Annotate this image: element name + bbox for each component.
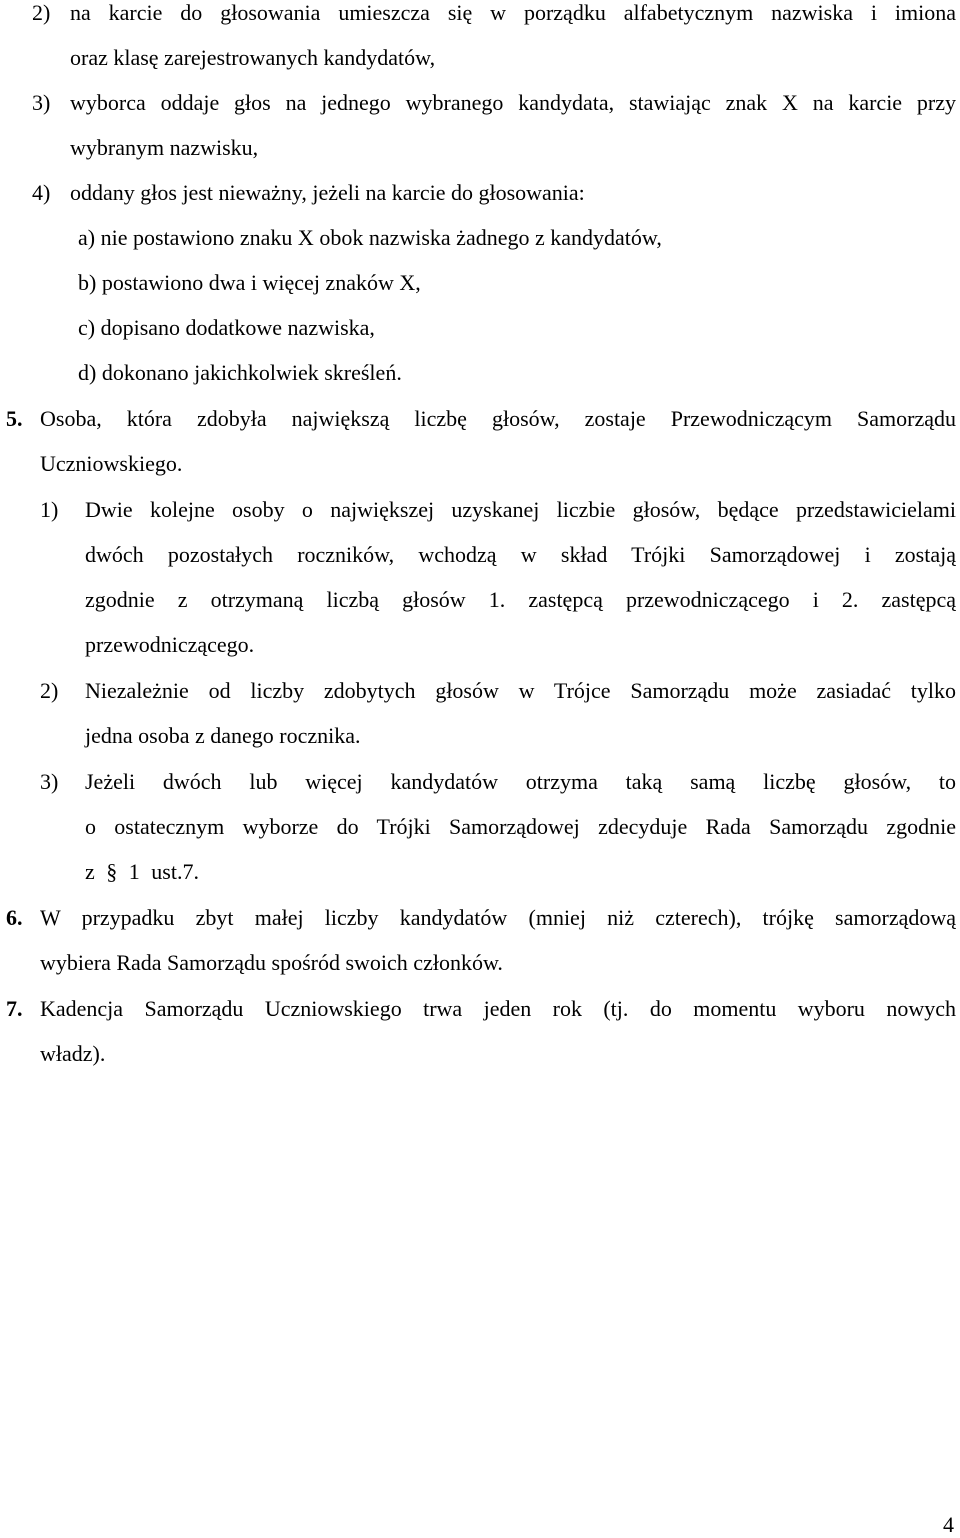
paragraph-line: przewodniczącego.	[85, 632, 255, 657]
list-number: 3)	[32, 90, 51, 115]
paragraph-line: władz).	[40, 1041, 106, 1066]
paragraph-line: oddany głos jest nieważny, jeżeli na karcie do głosowania:	[70, 180, 585, 205]
paragraph-line: Uczniowskiego.	[40, 451, 183, 476]
paragraph-line: dwóch pozostałych roczników, wchodzą w skład Trójki Samorządowej i zostają	[85, 542, 956, 567]
paragraph-line: wybiera Rada Samorządu spośród swoich członków.	[40, 950, 503, 975]
paragraph-line: oraz klasę zarejestrowanych kandydatów,	[70, 45, 436, 70]
paragraph-line: wyborca oddaje głos na jednego wybranego kandydata, stawiając znak X na karcie przy	[70, 90, 956, 115]
section-number: 5.	[6, 406, 23, 431]
list-number: 1)	[40, 497, 59, 522]
list-number: 3)	[40, 769, 59, 794]
page-number: 4	[943, 1512, 954, 1537]
sub-list-item: d) dokonano jakichkolwiek skreśleń.	[78, 360, 402, 385]
paragraph-line: na karcie do głosowania umieszcza się w porządku alfabetycznym nazwiska i imiona	[70, 0, 956, 25]
section-number: 7.	[6, 996, 23, 1021]
paragraph-line: jedna osoba z danego rocznika.	[85, 723, 361, 748]
paragraph-line: z § 1 ust.7.	[85, 859, 199, 884]
sub-list-item: c) dopisano dodatkowe nazwiska,	[78, 315, 375, 340]
list-number: 2)	[32, 0, 51, 25]
section-number: 6.	[6, 905, 23, 930]
sub-list-item: a) nie postawiono znaku X obok nazwiska żadnego z kandydatów,	[78, 225, 662, 250]
paragraph-line: o ostatecznym wyborze do Trójki Samorządowej zdecyduje Rada Samorządu zgodnie	[85, 814, 956, 839]
paragraph-line: zgodnie z otrzymaną liczbą głosów 1. zastępcą przewodniczącego i 2. zastępcą	[85, 587, 956, 612]
list-number: 4)	[32, 180, 51, 205]
paragraph-line: Dwie kolejne osoby o największej uzyskanej liczbie głosów, będące przedstawicielami	[85, 497, 956, 522]
paragraph-line: Jeżeli dwóch lub więcej kandydatów otrzyma taką samą liczbę głosów, to	[85, 769, 956, 794]
paragraph-line: wybranym nazwisku,	[70, 135, 259, 160]
paragraph-line: W przypadku zbyt małej liczby kandydatów (mniej niż czterech), trójkę samorządową	[40, 905, 956, 930]
paragraph-line: Niezależnie od liczby zdobytych głosów w Trójce Samorządu może zasiadać tylko	[85, 678, 956, 703]
list-number: 2)	[40, 678, 59, 703]
sub-list-item: b) postawiono dwa i więcej znaków X,	[78, 270, 421, 295]
paragraph-line: Kadencja Samorządu Uczniowskiego trwa jeden rok (tj. do momentu wyboru nowych	[40, 996, 956, 1021]
paragraph-line: Osoba, która zdobyła największą liczbę głosów, zostaje Przewodniczącym Samorządu	[40, 406, 956, 431]
